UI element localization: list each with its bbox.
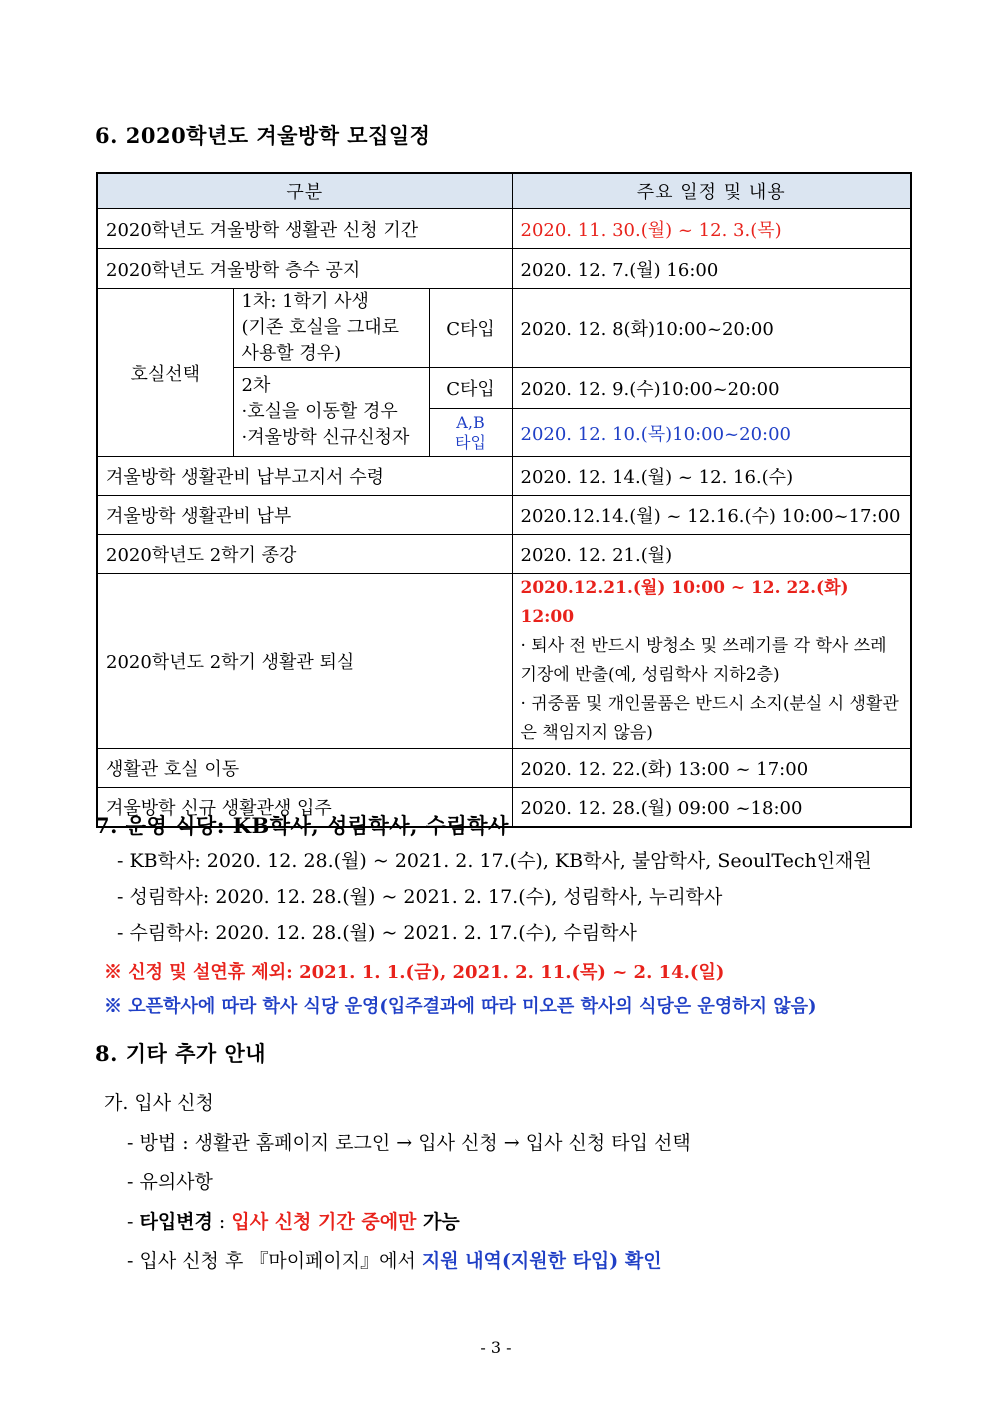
table-row [97, 249, 911, 289]
room-second-round [233, 368, 429, 457]
type-change-line [127, 1207, 460, 1234]
cafeteria-kb: - KB학사: 2020. 12. 28.(월) ~ 2021. 2. 17.(수), KB학사, 불암학사, SeoulTech인재원 [117, 850, 872, 872]
type-change-prefix: - [127, 1211, 140, 1233]
type-ab-line1: A,B [456, 412, 485, 432]
row-label: 겨울방학 생활관비 납부 [97, 496, 512, 535]
row-label: 2020학년도 2학기 종강 [97, 535, 512, 574]
row-label: 2020학년도 겨울방학 층수 공지 [97, 249, 512, 289]
room-first-line1: 1차: 1학기 사생 [241, 291, 369, 312]
schedule-table [96, 172, 912, 828]
row-label: 2020학년도 2학기 생활관 퇴실 [97, 574, 512, 749]
row-value: 2020. 12. 28.(월) 09:00 ~18:00 [512, 788, 911, 828]
cafeteria-surim: - 수림학사: 2020. 12. 28.(월) ~ 2021. 2. 17.(수), 수림학사 [117, 922, 637, 944]
row-value: 2020. 12. 21.(월) [512, 535, 911, 574]
table-row [97, 209, 911, 249]
table-header-row [97, 173, 911, 209]
table-row [97, 496, 911, 535]
table-row [97, 749, 911, 788]
room-second-line3: ·겨울방학 신규신청자 [241, 427, 410, 448]
checkout-date: 2020.12.21.(월) 10:00 ~ 12. 22.(화) 12:00 [520, 578, 849, 627]
row-label: 겨울방학 생활관비 납부고지서 수령 [97, 457, 512, 496]
room-second-line1: 2차 [241, 375, 271, 396]
section-6-title: 6. 2020학년도 겨울방학 모집일정 [95, 123, 431, 148]
room-first-line2: (기존 호실을 그대로 [241, 317, 400, 338]
type-change-suffix: 가능 [416, 1211, 460, 1233]
subsection-title: 가. 입사 신청 [104, 1092, 214, 1114]
header-schedule: 주요 일정 및 내용 [512, 173, 911, 209]
confirm-highlight: 지원 내역(지원한 타입) 확인 [421, 1250, 662, 1272]
table-row [97, 289, 911, 368]
table-row [97, 574, 911, 749]
table-row [97, 457, 911, 496]
room-second-value-c: 2020. 12. 9.(수)10:00~20:00 [512, 368, 911, 409]
section-7-title: 7. 운영 식당: KB학사, 성림학사, 수림학사 [95, 813, 509, 838]
row-label: 생활관 호실 이동 [97, 749, 512, 788]
row-value: 2020. 11. 30.(월) ~ 12. 3.(목) [512, 209, 911, 249]
holiday-note: ※ 신정 및 설연휴 제외: 2021. 1. 1.(금), 2021. 2. 11.(목) ~ 2. 14.(일) [104, 962, 725, 983]
checkout-note-2: · 귀중품 및 개인물품은 반드시 소지(분실 시 생활관은 책임지지 않음) [520, 694, 899, 743]
method-line: - 방법 : 생활관 홈페이지 로그인 → 입사 신청 → 입사 신청 타입 선택 [127, 1132, 691, 1154]
page-number: - 3 - [480, 1338, 512, 1357]
type-change-label: 타입변경 [139, 1211, 213, 1233]
row-value: 2020. 12. 7.(월) 16:00 [512, 249, 911, 289]
cafeteria-seongrim: - 성림학사: 2020. 12. 28.(월) ~ 2021. 2. 17.(수), 성림학사, 누리학사 [117, 886, 723, 908]
room-first-line3: 사용할 경우) [241, 343, 342, 364]
row-label: 2020학년도 겨울방학 생활관 신청 기간 [97, 209, 512, 249]
confirm-text: - 입사 신청 후 『마이페이지』에서 [127, 1250, 422, 1272]
room-first-round [233, 289, 429, 368]
checkout-note-1: · 퇴사 전 반드시 방청소 및 쓰레기를 각 학사 쓰레기장에 반출(예, 성림학사 지하2층) [520, 636, 887, 685]
open-dorm-note: ※ 오픈학사에 따라 학사 식당 운영(입주결과에 따라 미오픈 학사의 식당은 운영하지 않음) [104, 996, 817, 1017]
type-change-period: 입사 신청 기간 중에만 [231, 1211, 417, 1233]
checkout-details [512, 574, 911, 749]
room-second-type-ab [429, 409, 512, 457]
header-category: 구분 [97, 173, 512, 209]
row-label: 겨울방학 신규 생활관생 입주 [97, 788, 512, 828]
type-ab-line2: 타입 [455, 432, 486, 452]
row-value: 2020. 12. 14.(월) ~ 12. 16.(수) [512, 457, 911, 496]
room-first-type: C타입 [429, 289, 512, 368]
room-second-value-ab: 2020. 12. 10.(목)10:00~20:00 [512, 409, 911, 457]
room-second-type-c: C타입 [429, 368, 512, 409]
type-change-sep: : [212, 1211, 232, 1233]
caution-line: - 유의사항 [127, 1171, 213, 1193]
table-row [97, 535, 911, 574]
row-value: 2020.12.14.(월) ~ 12.16.(수) 10:00~17:00 [512, 496, 911, 535]
room-first-value: 2020. 12. 8(화)10:00~20:00 [512, 289, 911, 368]
section-8-title: 8. 기타 추가 안내 [95, 1041, 267, 1066]
row-value: 2020. 12. 22.(화) 13:00 ~ 17:00 [512, 749, 911, 788]
room-select-label: 호실선택 [97, 289, 233, 457]
room-second-line2: ·호실을 이동할 경우 [241, 401, 398, 422]
confirm-line [127, 1246, 662, 1273]
